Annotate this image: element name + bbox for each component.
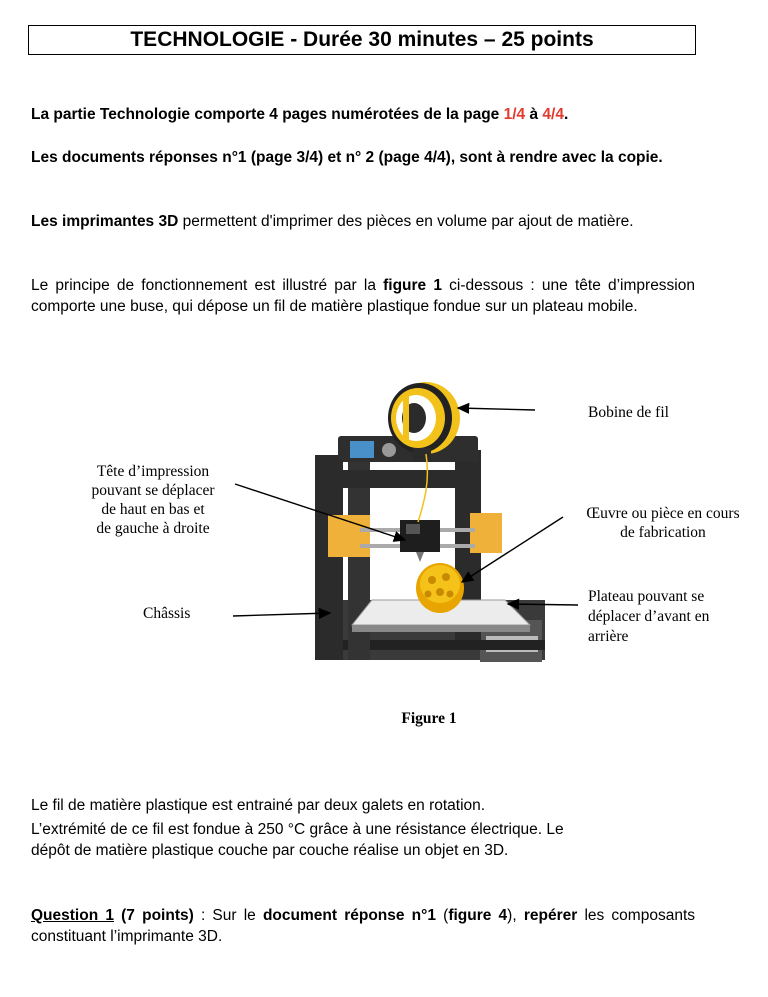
build-plate-edge: [352, 625, 530, 632]
arrow-plate: [508, 604, 578, 605]
label-chassis: Châssis: [143, 605, 191, 622]
label-plate-line: Plateau pouvant se: [588, 588, 705, 605]
label-print-head-line: de gauche à droite: [96, 520, 210, 537]
label-object: [568, 504, 758, 542]
question-text-c: ),: [507, 907, 524, 924]
page-title: TECHNOLOGIE - Durée 30 minutes – 25 points: [28, 25, 696, 55]
label-plate-line: arrière: [588, 628, 629, 645]
intro-end: .: [563, 106, 569, 123]
page-ref-end: 4/4: [542, 106, 564, 123]
figure-ref: figure 1: [383, 277, 442, 294]
label-object-line: Œuvre ou pièce en cours: [586, 505, 740, 522]
principle-b: ci-dessous : une tête d’impression comporte une buse, qui dépose un fil de matière plastique fondue sur un plateau mobile.: [31, 277, 695, 315]
label-object-line: de fabrication: [620, 524, 706, 541]
body-paragraph-1: Le fil de matière plastique est entrainé par deux galets en rotation.: [31, 797, 486, 814]
intro-paragraph-2: Les documents réponses n°1 (page 3/4) et n° 2 (page 4/4), sont à rendre avec la copie.: [31, 149, 663, 166]
intro-text: La partie Technologie comporte 4 pages numérotées de la page: [31, 106, 504, 123]
body-paragraph-2: [31, 819, 695, 861]
principle-a: Le principe de fonctionnement est illustré par la: [31, 277, 384, 294]
arrow-spool: [458, 408, 535, 410]
question-1: [31, 905, 695, 947]
print-head: [400, 520, 440, 562]
label-print-head-line: de haut en bas et: [101, 501, 205, 518]
printed-object: [416, 563, 464, 613]
label-plate: [588, 587, 709, 647]
figure-caption: Figure 1: [401, 710, 457, 727]
printers-bold: Les imprimantes 3D: [31, 213, 179, 230]
label-spool: Bobine de fil: [588, 404, 669, 421]
question-verb: repérer: [523, 907, 578, 924]
body-line-2: dépôt de matière plastique couche par couche réalise un objet en 3D.: [31, 842, 509, 859]
question-label: Question 1: [31, 907, 114, 924]
question-points: (7 points): [113, 907, 194, 924]
question-text-b: (: [435, 907, 449, 924]
question-fig: figure 4: [448, 907, 508, 924]
label-print-head-line: pouvant se déplacer: [91, 482, 215, 499]
question-text-d: les composants constituant l’imprimante 3D.: [31, 907, 696, 945]
question-doc: document réponse n°1: [262, 907, 436, 924]
question-text-a: : Sur le: [193, 907, 263, 924]
label-print-head: [78, 462, 228, 538]
label-print-head-line: Tête d’impression: [96, 463, 210, 480]
printers-rest: permettent d'imprimer des pièces en volume par ajout de matière.: [178, 213, 634, 230]
page-ref-start: 1/4: [503, 106, 526, 123]
body-line-1: L’extrémité de ce fil est fondue à 250 °C grâce à une résistance électrique. Le: [31, 821, 564, 838]
label-plate-line: déplacer d’avant en: [588, 608, 710, 625]
intro-mid: à: [525, 106, 543, 123]
